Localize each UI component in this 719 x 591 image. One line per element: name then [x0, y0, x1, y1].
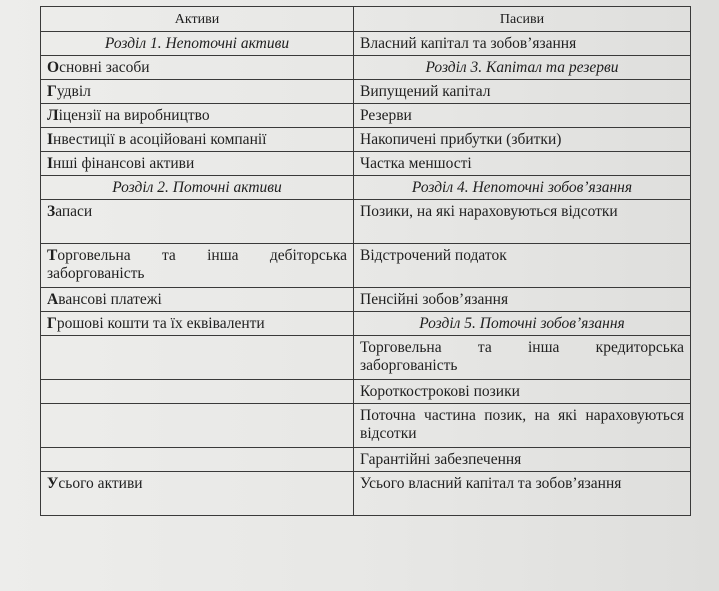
header-liabilities: Пасиви [354, 7, 691, 32]
liabilities-cell: Розділ 5. Поточні зобов’язання [354, 312, 691, 336]
table-row [41, 288, 691, 312]
liabilities-cell: Розділ 4. Непоточні зобов’язання [354, 176, 691, 200]
table-row [41, 472, 691, 516]
assets-cell [41, 380, 354, 404]
assets-cell: Інвестиції в асоційовані компанії [41, 128, 354, 152]
assets-cell: Авансові платежі [41, 288, 354, 312]
liabilities-cell: Усього власний капітал та зобов’язання [354, 472, 691, 516]
table-row [41, 380, 691, 404]
assets-cell [41, 404, 354, 448]
assets-cell: Гудвіл [41, 80, 354, 104]
table-row [41, 200, 691, 244]
liabilities-cell: Відстрочений податок [354, 244, 691, 288]
liabilities-cell: Позики, на які нараховуються відсотки [354, 200, 691, 244]
assets-cell: Усього активи [41, 472, 354, 516]
liabilities-cell: Короткострокові позики [354, 380, 691, 404]
table-row [41, 104, 691, 128]
table-row [41, 336, 691, 380]
assets-cell: Ліцензії на виробництво [41, 104, 354, 128]
liabilities-cell: Розділ 3. Капітал та резерви [354, 56, 691, 80]
assets-cell [41, 336, 354, 380]
liabilities-cell: Поточна частина позик, на які нараховуються відсотки [354, 404, 691, 448]
header-assets: Активи [41, 7, 354, 32]
liabilities-cell: Частка меншості [354, 152, 691, 176]
assets-cell: Основні засоби [41, 56, 354, 80]
liabilities-cell: Власний капітал та зобов’язання [354, 32, 691, 56]
table-row [41, 404, 691, 448]
assets-cell: Запаси [41, 200, 354, 244]
assets-cell: Інші фінансові активи [41, 152, 354, 176]
table-row [41, 244, 691, 288]
liabilities-cell: Торговельна та інша кредиторська заборгованість [354, 336, 691, 380]
balance-sheet-table [40, 6, 691, 516]
assets-cell: Розділ 2. Поточні активи [41, 176, 354, 200]
liabilities-cell: Резерви [354, 104, 691, 128]
liabilities-cell: Накопичені прибутки (збитки) [354, 128, 691, 152]
assets-cell: Грошові кошти та їх еквіваленти [41, 312, 354, 336]
table-row [41, 448, 691, 472]
assets-cell: Торговельна та інша дебіторська заборгованість [41, 244, 354, 288]
table-header-row [41, 7, 691, 32]
assets-cell: Розділ 1. Непоточні активи [41, 32, 354, 56]
table-row [41, 176, 691, 200]
table-row [41, 128, 691, 152]
table-row [41, 80, 691, 104]
table-row [41, 152, 691, 176]
table-row [41, 56, 691, 80]
liabilities-cell: Гарантійні забезпечення [354, 448, 691, 472]
liabilities-cell: Пенсійні зобов’язання [354, 288, 691, 312]
liabilities-cell: Випущений капітал [354, 80, 691, 104]
table-row [41, 312, 691, 336]
table-row [41, 32, 691, 56]
assets-cell [41, 448, 354, 472]
